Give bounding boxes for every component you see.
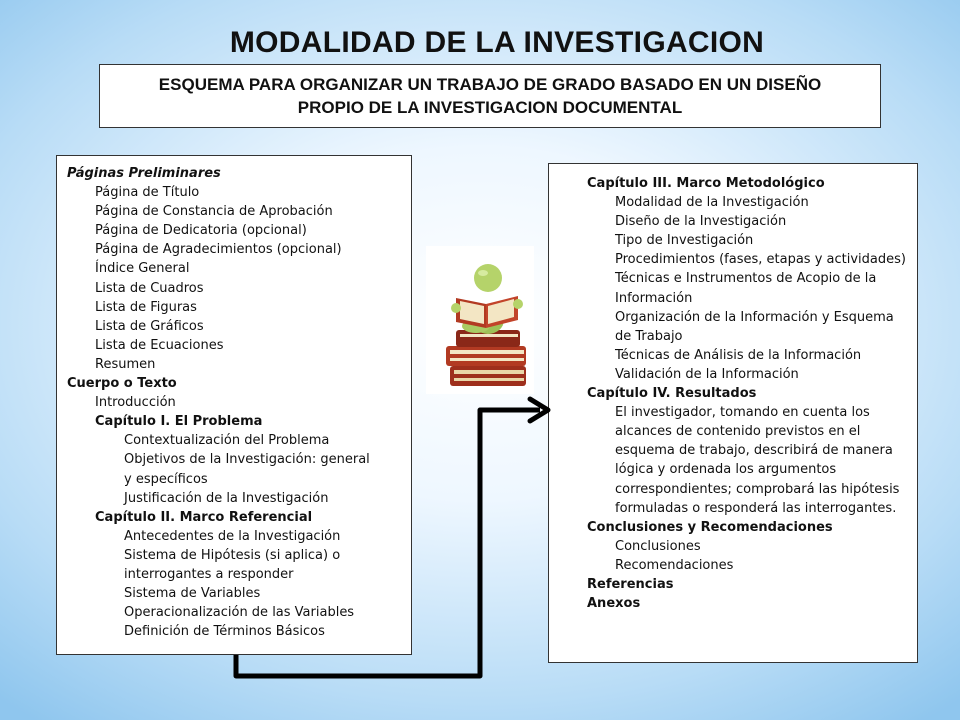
outline-item: Página de Agradecimientos (opcional) <box>95 242 342 258</box>
section-heading: Cuerpo o Texto <box>67 376 177 392</box>
page-title: MODALIDAD DE LA INVESTIGACION <box>229 26 765 59</box>
subtitle-line-2: PROPIO DE LA INVESTIGACION DOCUMENTAL <box>297 98 683 117</box>
outline-paragraph: El investigador, tomando en cuenta los alcances de contenido previstos en el esquema de trabajo, describirá de manera lógica y ordenada los argumentos correspondientes; comprobará las hipótesis formuladas o responderá las interrogantes. <box>615 405 900 516</box>
outline-item: Antecedentes de la Investigación <box>124 528 341 544</box>
outline-item: Organización de la Información y Esquema de Trabajo <box>615 309 894 344</box>
outline-item: Página de Constancia de Aprobación <box>95 204 333 220</box>
outline-item: Página de Título <box>95 185 200 201</box>
chapter-heading: Capítulo I. El Problema <box>95 414 263 430</box>
outline-item: Lista de Ecuaciones <box>95 337 224 353</box>
outline-item: interrogantes a responder <box>124 566 294 582</box>
outline-item: Lista de Cuadros <box>95 280 204 296</box>
outline-item: Validación de la Información <box>615 366 799 382</box>
section-heading: Conclusiones y Recomendaciones <box>587 519 833 535</box>
outline-item: Resumen <box>95 356 156 372</box>
outline-item: Índice General <box>95 261 190 277</box>
outline-item: Lista de Gráficos <box>95 318 204 334</box>
outline-item: Justificación de la Investigación <box>124 490 329 506</box>
outline-item: Recomendaciones <box>615 557 734 573</box>
chapter-heading: Capítulo II. Marco Referencial <box>95 509 313 525</box>
outline-item: Lista de Figuras <box>95 299 197 315</box>
subtitle-line-1: ESQUEMA PARA ORGANIZAR UN TRABAJO DE GRADO BASADO EN UN DISEÑO <box>158 75 822 94</box>
outline-item: Técnicas e Instrumentos de Acopio de la Información <box>615 271 877 306</box>
outline-item: Página de Dedicatoria (opcional) <box>95 223 307 239</box>
outline-item: Introducción <box>95 395 176 411</box>
outline-item: Procedimientos (fases, etapas y actividades) <box>615 252 906 268</box>
chapter-heading: Capítulo III. Marco Metodológico <box>587 176 825 191</box>
chapter-heading: Capítulo IV. Resultados <box>587 386 757 402</box>
section-heading: Anexos <box>587 596 641 612</box>
section-heading: Páginas Preliminares <box>67 166 221 181</box>
outline-item: Definición de Términos Básicos <box>124 624 325 640</box>
outline-item: Contextualización del Problema <box>124 433 330 449</box>
outline-item: Modalidad de la Investigación <box>615 195 809 211</box>
outline-item: Sistema de Variables <box>124 586 261 602</box>
outline-item: Operacionalización de las Variables <box>124 605 355 621</box>
outline-item: Técnicas de Análisis de la Información <box>615 347 862 363</box>
section-heading: Referencias <box>587 576 674 592</box>
outline-item: Objetivos de la Investigación: general <box>124 452 370 468</box>
outline-item: Diseño de la Investigación <box>615 214 787 230</box>
outline-item: Tipo de Investigación <box>615 233 754 249</box>
outline-item: y específicos <box>124 471 208 487</box>
outline-item: Conclusiones <box>615 538 701 554</box>
outline-item: Sistema de Hipótesis (si aplica) o <box>124 547 341 563</box>
